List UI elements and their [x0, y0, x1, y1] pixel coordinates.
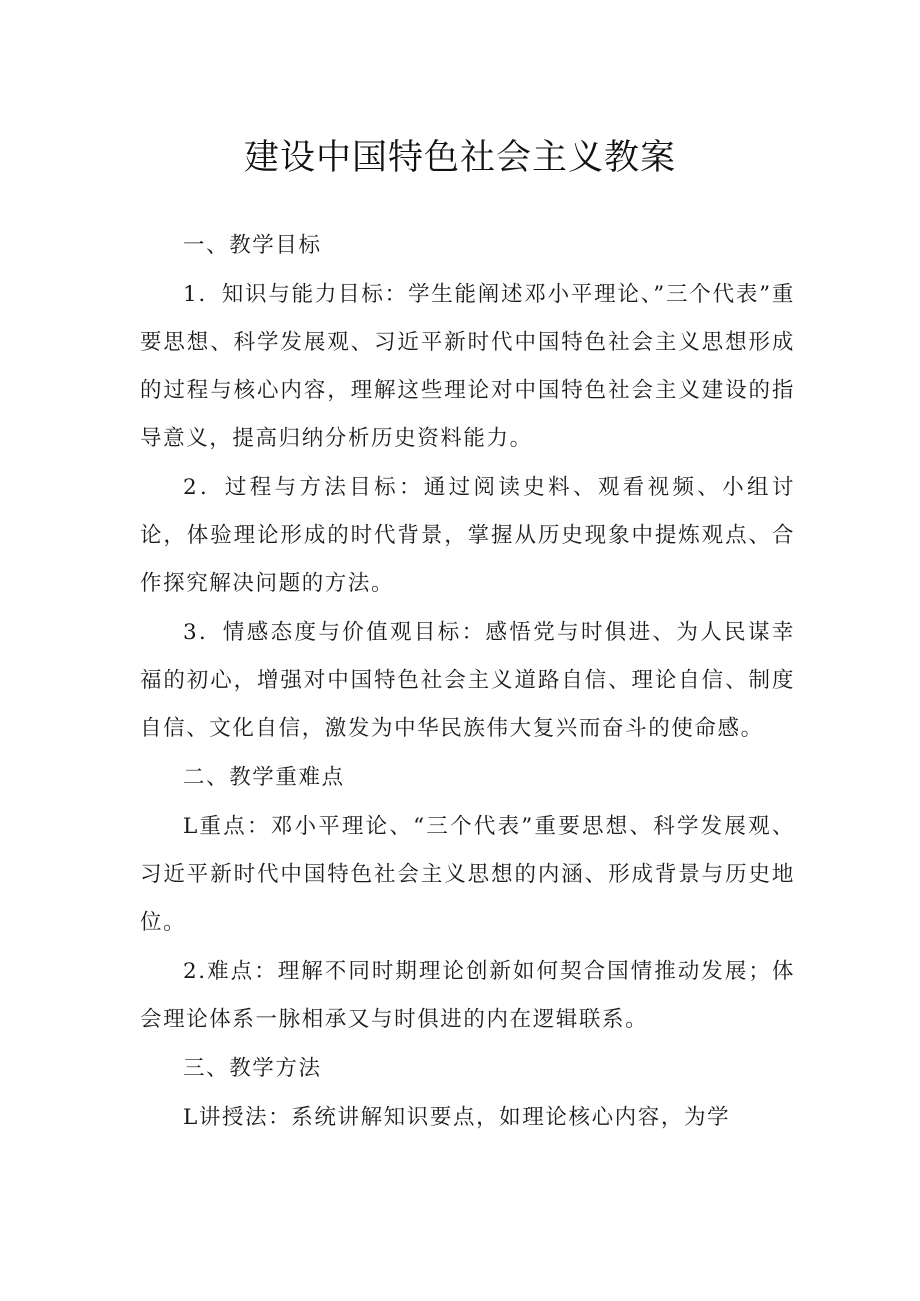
section-heading-methods: 三、教学方法: [183, 1056, 322, 1081]
paragraph-difficult-point: 2.难点：理解不同时期理论创新如何契合国情推动发展；体会理论体系一脉相承又与时俱进的内在逻辑联系。: [140, 959, 795, 1032]
paragraph-lecture-method: L讲授法：系统讲解知识要点，如理论核心内容，为学: [183, 1105, 731, 1130]
paragraph-emotion-goal: 3．情感态度与价值观目标：感悟党与时俱进、为人民谋幸福的初心，增强对中国特色社会主义道路自信、理论自信、制度自信、文化自信，激发为中华民族伟大复兴而奋斗的使命感。: [140, 620, 795, 741]
paragraph-process-goal: 2．过程与方法目标：通过阅读史料、观看视频、小组讨论，体验理论形成的时代背景，掌握从历史现象中提炼观点、合作探究解决问题的方法。: [140, 475, 795, 596]
document-title: 建设中国特色社会主义教案: [243, 138, 676, 178]
document-body: [140, 222, 795, 1143]
paragraph-key-point: L重点：邓小平理论、“三个代表”重要思想、科学发展观、习近平新时代中国特色社会主义思想的内涵、形成背景与历史地位。: [140, 814, 795, 935]
section-heading-key-points: 二、教学重难点: [183, 765, 345, 790]
paragraph-knowledge-goal: 1．知识与能力目标：学生能阐述邓小平理论、”三个代表”重要思想、科学发展观、习近平新时代中国特色社会主义思想形成的过程与核心内容，理解这些理论对中国特色社会主义建设的指导意义，提高归纳分析历史资料能力。: [140, 282, 795, 451]
section-heading-objectives: 一、教学目标: [183, 233, 322, 258]
